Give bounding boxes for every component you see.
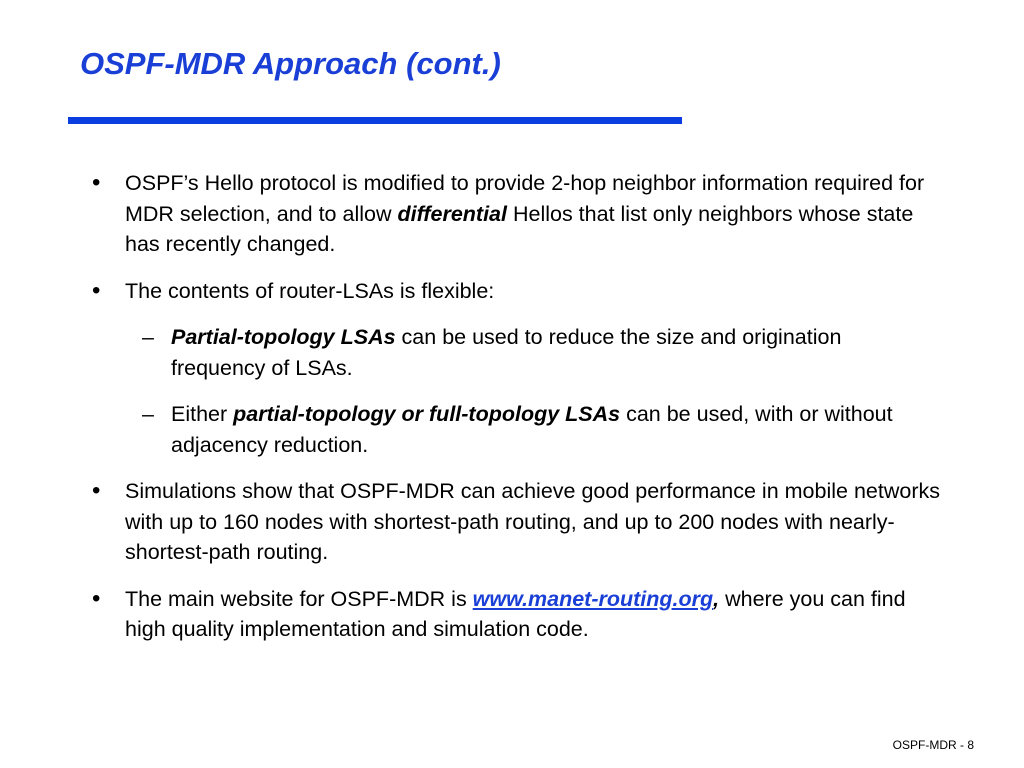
slide-footer: OSPF-MDR - 8	[892, 738, 974, 752]
dash-marker: –	[142, 402, 154, 426]
bullet-router-lsas	[90, 276, 940, 307]
title-underline-rule	[68, 117, 682, 124]
bullet-marker: •	[92, 584, 101, 612]
bullet-text: where you can find high quality implementation and simulation code.	[125, 586, 906, 641]
bullet-text: Simulations show that OSPF-MDR can achieve good performance in mobile networks with up to 160 nodes with shortest-path routing, and up to 200 nodes with nearly-shortest-path routing.	[125, 479, 940, 564]
subbullet-either-topology	[90, 399, 940, 460]
bullet-text: The contents of router-LSAs is flexible:	[125, 278, 495, 303]
slide-title: OSPF-MDR Approach (cont.)	[80, 46, 501, 81]
website-link[interactable]: www.manet-routing.org	[472, 586, 714, 611]
emphasis-topology-lsas: partial-topology or full-topology LSAs	[233, 402, 621, 426]
dash-marker: –	[142, 325, 154, 349]
bullet-website	[90, 584, 940, 645]
slide-body	[90, 168, 940, 661]
subbullet-partial-topology	[90, 322, 940, 383]
bullet-text: OSPF’s Hello protocol is modified to provide 2-hop neighbor information required for MDR selection, and to allow	[125, 171, 925, 226]
bullet-marker: •	[92, 477, 101, 504]
bullet-hello-protocol	[90, 168, 940, 260]
link-comma: ,	[713, 586, 720, 611]
bullet-text: The main website for OSPF-MDR is	[125, 586, 473, 611]
bullet-text: Hellos that list only neighbors whose state has recently changed.	[125, 201, 914, 256]
bullet-marker: •	[92, 276, 101, 304]
bullet-simulations	[90, 476, 940, 568]
bullet-marker: •	[92, 169, 101, 196]
emphasis-differential: differential	[397, 201, 507, 226]
bullet-text: can be used to reduce the size and origination frequency of LSAs.	[171, 325, 842, 380]
emphasis-partial-topology: Partial-topology LSAs	[171, 325, 396, 349]
bullet-text: Either	[171, 402, 234, 426]
bullet-text: can be used, with or without adjacency reduction.	[171, 402, 893, 457]
